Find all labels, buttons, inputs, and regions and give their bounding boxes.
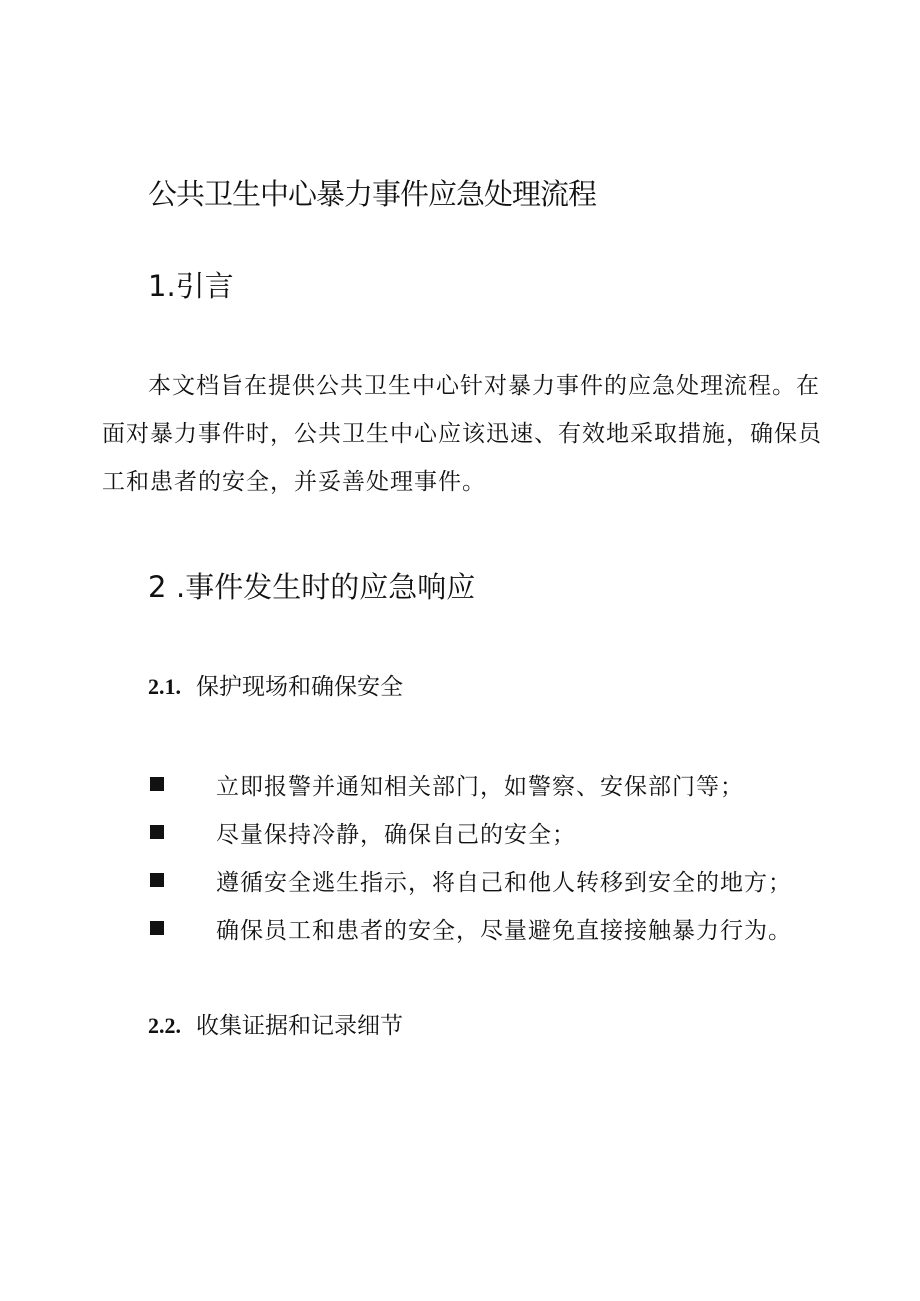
list-item (148, 904, 792, 952)
section-2-1-number: 2.1. (148, 674, 181, 699)
list-item-text: 尽量保持冷静，确保自己的安全； (216, 821, 576, 848)
section-2-number: 2 (148, 570, 167, 604)
list-item-text: 确保员工和患者的安全，尽量避免直接接触暴力行为。 (216, 917, 792, 944)
section-2-2-number: 2.2. (148, 1013, 181, 1038)
list-item-text: 遵循安全逃生指示，将自己和他人转移到安全的地方； (216, 869, 792, 896)
document-title: 公共卫生中心暴力事件应急处理流程 (148, 177, 597, 211)
section-2-1-heading-text: 保护现场和确保安全 (196, 674, 403, 700)
section-2-1-bullet-list (148, 760, 792, 952)
section-1-paragraph: 本文档旨在提供公共卫生中心针对暴力事件的应急处理流程。在面对暴力事件时，公共卫生中心应该迅速、有效地采取措施，确保员工和患者的安全，并妥善处理事件。 (102, 373, 822, 495)
section-2-2-heading-text: 收集证据和记录细节 (196, 1013, 403, 1039)
section-2-heading (148, 565, 475, 609)
square-bullet-icon (150, 921, 164, 935)
section-2-2-heading (148, 1008, 403, 1044)
section-1-heading: 1.引言 (148, 269, 234, 303)
section-2-heading-text: .事件发生时的应急响应 (176, 570, 476, 604)
square-bullet-icon (150, 825, 164, 839)
list-item (148, 856, 792, 904)
list-item (148, 808, 792, 856)
square-bullet-icon (150, 873, 164, 887)
list-item-text: 立即报警并通知相关部门，如警察、安保部门等； (216, 773, 744, 800)
section-2-1-heading (148, 669, 403, 705)
square-bullet-icon (150, 777, 164, 791)
list-item (148, 760, 792, 808)
